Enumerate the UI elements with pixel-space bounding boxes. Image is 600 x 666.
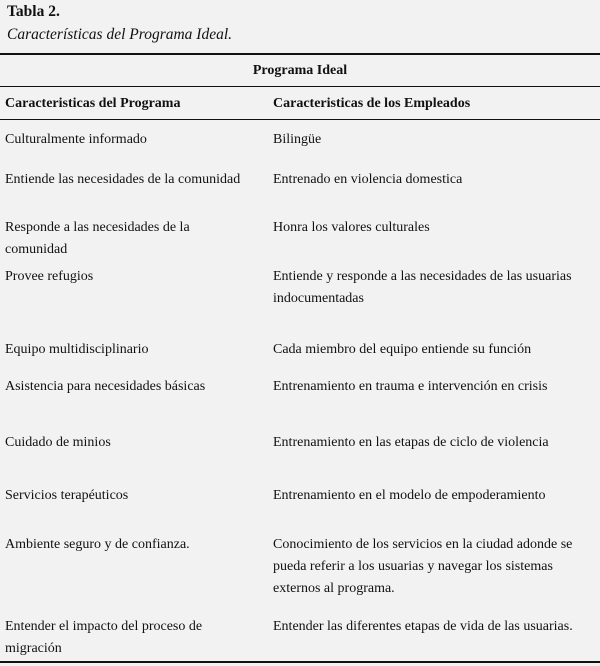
table-cell-program: Asistencia para necesidades básicas (5, 379, 206, 394)
table-number: Tabla 2. (7, 3, 60, 20)
table-cell-employees: Entrenado en violencia domestica (273, 172, 463, 187)
table-cell-employees: Entrenamiento en trauma e intervención en crisis (273, 379, 548, 394)
table-cell-program: Responde a las necesidades de la comunidad (5, 220, 190, 257)
table-title: Características del Programa Ideal. (7, 26, 233, 43)
table-cell-program: Provee refugios (5, 269, 94, 284)
table-cell-program: Cuidado de minios (5, 435, 111, 450)
group-header-rule (0, 86, 600, 87)
column-header-program: Caracteristicas del Programa (5, 96, 181, 111)
table-top-rule (0, 53, 600, 55)
table-cell-employees: Honra los valores culturales (273, 220, 430, 235)
group-header: Programa Ideal (252, 63, 348, 78)
table-cell-program: Servicios terapéuticos (5, 488, 129, 503)
table-cell-program: Ambiente seguro y de confianza. (5, 537, 190, 552)
table-bottom-rule (0, 661, 600, 663)
table-cell-program: Equipo multidisciplinario (5, 342, 149, 357)
table-cell-employees: Cada miembro del equipo entiende su función (273, 342, 532, 357)
table-cell-employees: Entender las diferentes etapas de vida de las usuarias. (273, 619, 573, 634)
table-cell-program: Entender el impacto del proceso de migración (5, 619, 203, 656)
table-cell-employees: Conocimiento de los servicios en la ciudad adonde se pueda referir a los usuarias y navegar los sistemas externos al programa. (273, 537, 573, 596)
column-header-rule (0, 119, 600, 120)
table-cell-program: Entiende las necesidades de la comunidad (5, 172, 241, 187)
table-cell-employees: Bilingüe (273, 132, 322, 147)
table-cell-employees: Entiende y responde a las necesidades de las usuarias indocumentadas (273, 269, 572, 306)
table-cell-program: Culturalmente informado (5, 132, 147, 147)
column-header-employees: Caracteristicas de los Empleados (273, 96, 471, 111)
table-cell-employees: Entrenamiento en las etapas de ciclo de violencia (273, 435, 549, 450)
table-cell-employees: Entrenamiento en el modelo de empoderamiento (273, 488, 546, 503)
